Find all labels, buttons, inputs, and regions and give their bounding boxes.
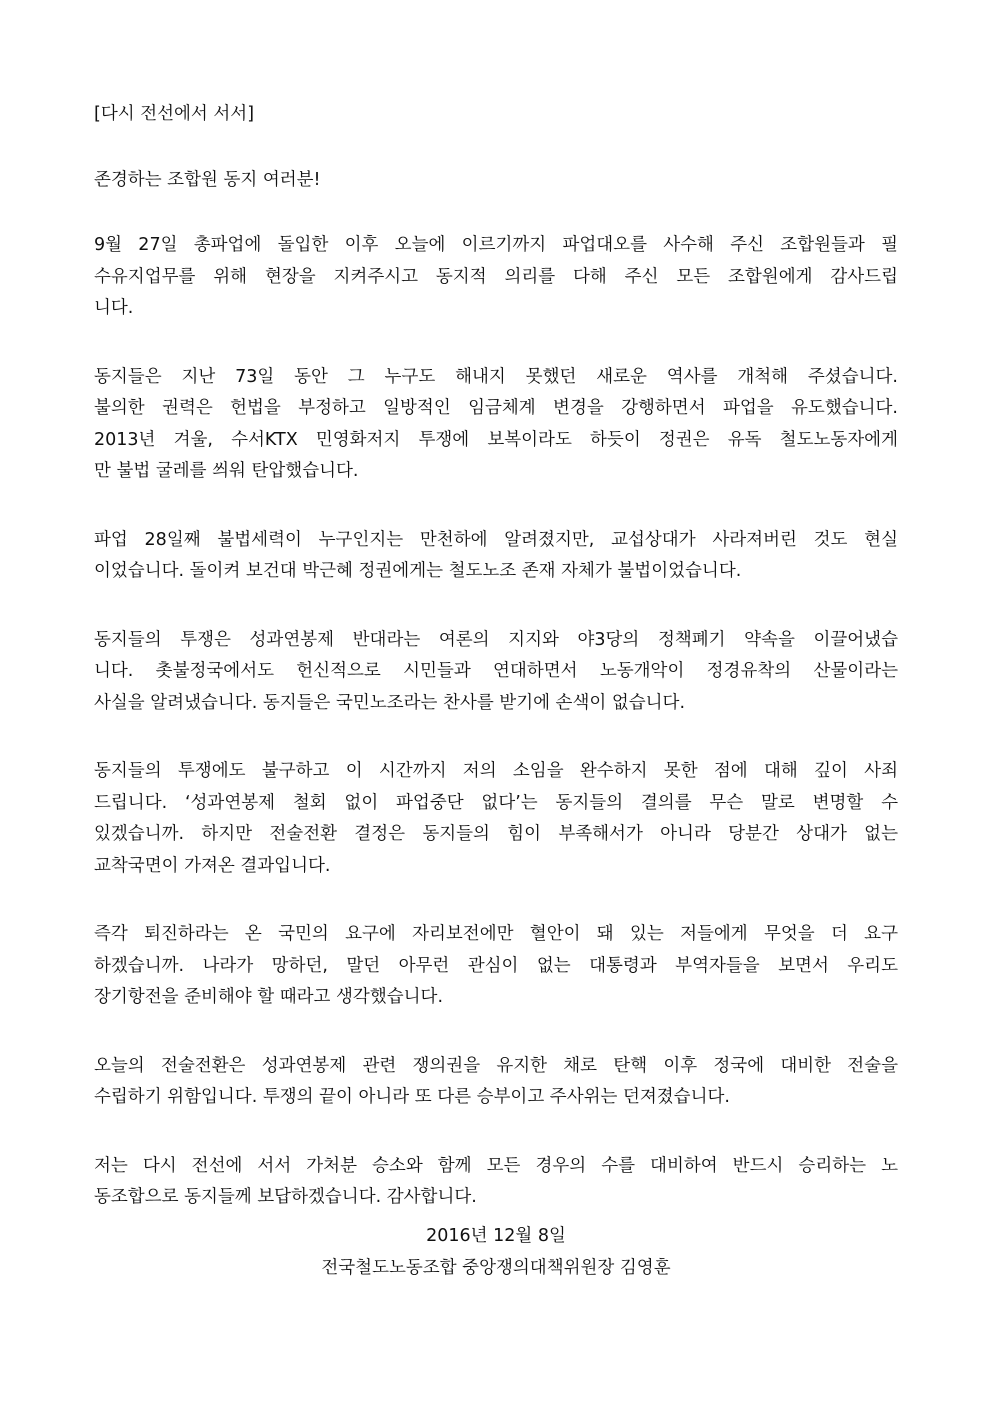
paragraph-line: 2013년 겨울, 수서KTX 민영화저지 투쟁에 보복이라도 하듯이 정권은 유독 철도노동자에게	[94, 429, 898, 450]
paragraph-line: 수유지업무를 위해 현장을 지켜주시고 동지적 의리를 다해 주신 모든 조합원에게 감사드립	[94, 266, 898, 287]
letter-paragraph	[94, 756, 898, 882]
paragraph-line: 동지들의 투쟁에도 불구하고 이 시간까지 저의 소임을 완수하지 못한 점에 대해 깊이 사죄	[94, 761, 898, 781]
paragraph-line: 저는 다시 전선에 서서 가처분 승소와 함께 모든 경우의 수를 대비하여 반드시 승리하는 노	[94, 1155, 898, 1176]
paragraph-line: 교착국면이 가져온 결과입니다.	[94, 855, 331, 876]
letter-paragraph	[94, 1051, 898, 1114]
paragraph-line: 이었습니다. 돌이켜 보건대 박근혜 정권에게는 철도노조 존재 자체가 불법이었습니다.	[94, 561, 742, 581]
paragraph-line: 수립하기 위함입니다. 투쟁의 끝이 아니라 또 다른 승부이고 주사위는 던져졌습니다.	[94, 1087, 730, 1107]
letter-paragraph	[94, 362, 898, 488]
paragraph-line: 파업 28일째 불법세력이 누구인지는 만천하에 알려졌지만, 교섭상대가 사라져버린 것도 현실	[94, 529, 898, 550]
paragraph-line: 동지들은 지난 73일 동안 그 누구도 해내지 못했던 새로운 역사를 개척해 주셨습니다.	[94, 366, 898, 387]
letter-paragraph	[94, 525, 898, 588]
letter-signature-block	[94, 1220, 898, 1284]
letter-paragraph	[94, 230, 898, 325]
paragraph-line: 사실을 알려냈습니다. 동지들은 국민노조라는 찬사를 받기에 손색이 없습니다.	[94, 692, 686, 713]
paragraph-line: 있겠습니까. 하지만 전술전환 결정은 동지들의 힘이 부족해서가 아니라 당분간 상대가 없는	[94, 824, 898, 844]
paragraph-line: 불의한 권력은 헌법을 부정하고 일방적인 임금체계 변경을 강행하면서 파업을 유도했습니다.	[94, 398, 898, 418]
paragraph-line: 만 불법 굴레를 씌워 탄압했습니다.	[94, 461, 359, 481]
paragraph-line: 동조합으로 동지들께 보답하겠습니다. 감사합니다.	[94, 1187, 477, 1207]
letter-body	[94, 230, 898, 1214]
paragraph-line: 장기항전을 준비해야 할 때라고 생각했습니다.	[94, 987, 444, 1007]
paragraph-line: 즉각 퇴진하라는 온 국민의 요구에 자리보전에만 혈안이 돼 있는 저들에게 무엇을 더 요구	[94, 924, 898, 944]
letter-paragraph	[94, 1151, 898, 1214]
letter-paragraph	[94, 919, 898, 1014]
letter-paragraph	[94, 625, 898, 720]
letter-signature: 전국철도노동조합 중앙쟁의대책위원장 김영훈	[321, 1258, 671, 1278]
paragraph-line: 하겠습니까. 나라가 망하던, 말던 아무런 관심이 없는 대통령과 부역자들을 보면서 우리도	[94, 955, 898, 976]
paragraph-line: 9월 27일 총파업에 돌입한 이후 오늘에 이르기까지 파업대오를 사수해 주신 조합원들과 필	[94, 235, 898, 255]
letter-date: 2016년 12월 8일	[426, 1226, 566, 1246]
paragraph-line: 드립니다. ‘성과연봉제 철회 없이 파업중단 없다’는 동지들의 결의를 무슨 말로 변명할 수	[94, 792, 898, 813]
paragraph-line: 동지들의 투쟁은 성과연봉제 반대라는 여론의 지지와 야3당의 정책폐기 약속을 이끌어냈습	[94, 629, 898, 650]
paragraph-line: 니다.	[94, 298, 134, 318]
paragraph-line: 니다. 촛불정국에서도 헌신적으로 시민들과 연대하면서 노동개악이 정경유착의 산물이라는	[94, 661, 898, 681]
paragraph-line: 오늘의 전술전환은 성과연봉제 관련 쟁의권을 유지한 채로 탄핵 이후 정국에 대비한 전술을	[94, 1055, 898, 1076]
letter-page	[94, 98, 898, 1251]
letter-heading: [다시 전선에서 서서]	[94, 104, 255, 124]
letter-salutation: 존경하는 조합원 동지 여러분!	[94, 170, 321, 190]
